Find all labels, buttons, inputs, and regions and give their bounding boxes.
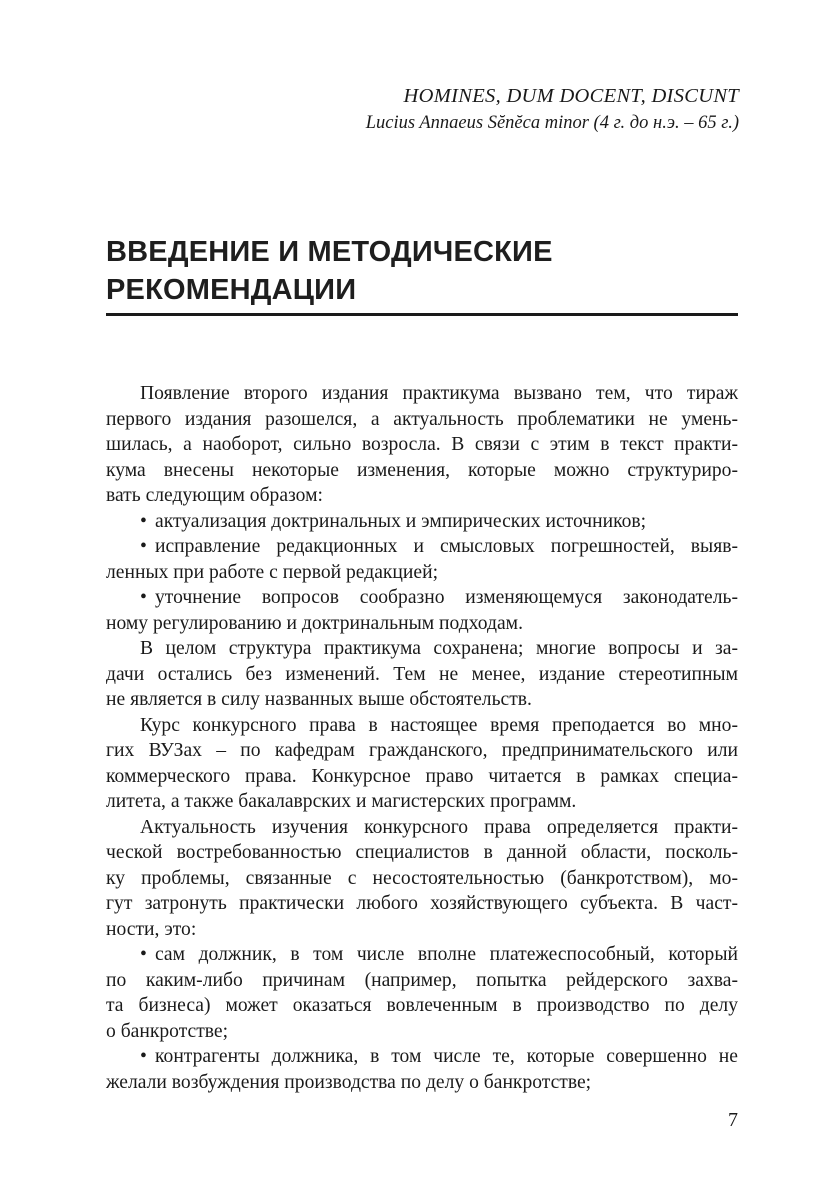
page-number: 7 <box>728 1109 738 1131</box>
text-line: Актуальность изучения конкурсного права определяется практи- <box>140 816 738 838</box>
text-line: первого издания разошелся, а актуальность проблематики не умень- <box>106 408 738 430</box>
text-line: ности, это: <box>106 918 197 940</box>
epigraph-motto: HOMINES, DUM DOCENT, DISCUNT <box>403 85 739 107</box>
bullet-item <box>106 1044 738 1070</box>
text-line: вать следующим образом: <box>106 485 323 506</box>
text-line: уточнение вопросов сообразно изменяющемуся законодатель- <box>155 587 738 608</box>
bullet-marker: • <box>140 1046 147 1067</box>
text-line: кума внесены некоторые изменения, которые можно структуриро- <box>106 459 738 481</box>
chapter-title <box>106 233 746 309</box>
body-text <box>106 381 738 1095</box>
text-line: исправление редакционных и смысловых погрешностей, выяв- <box>155 536 738 557</box>
bullet-marker: • <box>140 587 147 608</box>
text-line: дачи остались без изменений. Тем не менее, издание стереотипным <box>106 663 738 685</box>
text-line: коммерческого права. Конкурсное право читается в рамках специа- <box>106 765 738 787</box>
bullet-marker: • <box>140 944 147 965</box>
text-line: актуализация доктринальных и эмпирических источников; <box>155 510 647 532</box>
text-line: Курс конкурсного права в настоящее время преподается во мно- <box>140 714 738 736</box>
text-line: не является в силу названных выше обстоятельств. <box>106 689 532 710</box>
text-line: гих ВУЗах – по кафедрам гражданского, предпринимательского или <box>106 740 738 761</box>
epigraph <box>366 82 739 136</box>
text-line: сам должник, в том числе вполне платежеспособный, который <box>155 944 738 965</box>
text-line: та бизнеса) может оказаться вовлеченным в производство по делу <box>106 995 738 1016</box>
bullet-item <box>106 509 738 535</box>
text-line: ческой востребованностью специалистов в данной области, посколь- <box>106 842 738 863</box>
text-line: по каким-либо причинам (например, попытка рейдерского захва- <box>106 969 738 991</box>
bullet-item <box>106 534 738 560</box>
text-line: о банкротстве; <box>106 1020 229 1042</box>
text-line: контрагенты должника, в том числе те, которые совершенно не <box>155 1046 738 1067</box>
title-divider <box>106 313 738 316</box>
text-line: желали возбуждения производства по делу о банкротстве; <box>106 1071 592 1093</box>
bullet-item <box>106 585 738 611</box>
text-line: шилась, а наоборот, сильно возросла. В связи с этим в текст практи- <box>106 434 738 455</box>
chapter-title-line: РЕКОМЕНДАЦИИ <box>106 274 357 306</box>
text-line: Появление второго издания практикума вызвано тем, что тираж <box>140 383 738 404</box>
bullet-marker: • <box>140 536 147 557</box>
bullet-marker: • <box>140 510 147 532</box>
text-line: ному регулированию и доктринальным подходам. <box>106 612 523 634</box>
text-line: ку проблемы, связанные с несостоятельностью (банкротством), мо- <box>106 867 738 889</box>
text-line: В целом структура практикума сохранена; многие вопросы и за- <box>140 638 738 659</box>
bullet-item <box>106 942 738 968</box>
epigraph-author: Lucius Annaeus Sĕnĕca minor (4 г. до н.э. – 65 г.) <box>365 113 739 133</box>
text-line: ленных при работе с первой редакцией; <box>106 561 439 583</box>
text-line: гут затронуть практически любого хозяйствующего субъекта. В част- <box>106 893 738 914</box>
chapter-title-line: ВВЕДЕНИЕ И МЕТОДИЧЕСКИЕ <box>106 236 553 268</box>
text-line: литета, а также бакалаврских и магистерских программ. <box>106 791 577 812</box>
